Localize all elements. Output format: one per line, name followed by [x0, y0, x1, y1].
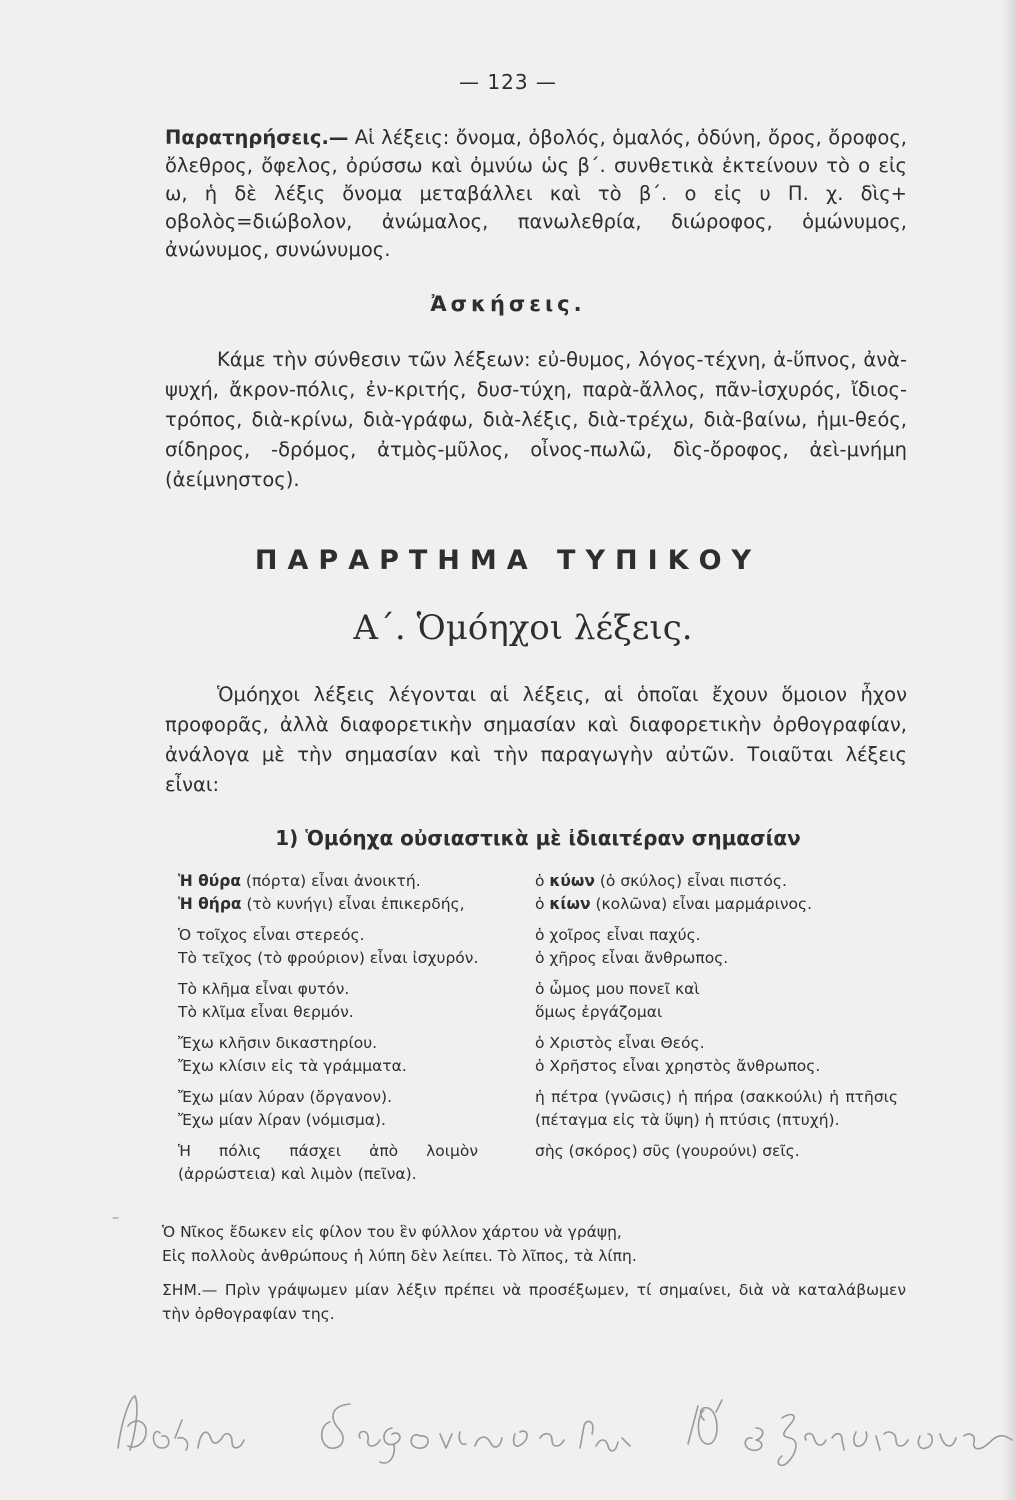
pair-line: Τὸ τεῖχος (τὸ φρούριον) εἶναι ἰσχυρόν.: [178, 949, 479, 967]
pair-line: ἡ πέτρα (γνῶσις) ἡ πήρα (σακκούλι) ἡ πτῆσις (πέταγμα εἰς τὰ ὕψη) ἡ πτύσις (πτυχή).: [535, 1088, 898, 1129]
pair-left-2: [178, 924, 535, 970]
pair-right-6: [535, 1140, 898, 1186]
pair-text: (ὁ σκύλος) εἶναι πιστός.: [594, 872, 787, 890]
pair-left-6: [178, 1140, 535, 1186]
pair-right-1: [535, 870, 898, 916]
homophone-pairs: [178, 870, 898, 1186]
pair-left-1: [178, 870, 535, 916]
closing-line-2: Εἰς πολλοὺς ἀνθρώπους ἡ λύπη δὲν λείπει. Τὸ λῖπος, τὰ λίπη.: [162, 1247, 637, 1265]
pair-line: Ἔχω κλίσιν εἰς τὰ γράμματα.: [178, 1057, 407, 1075]
pair-line: ὁ ὦμος μου πονεῖ καὶ: [535, 980, 700, 998]
pair-right-5: [535, 1086, 898, 1132]
observations-paragraph: [165, 124, 907, 264]
closing-line-1: Ὁ Νῖκος ἔδωκεν εἰς φίλον του ἓν φύλλον χάρτου νὰ γράψῃ,: [162, 1223, 622, 1241]
pair-text: ὁ: [535, 895, 550, 913]
exercises-paragraph: Κάμε τὴν σύνθεσιν τῶν λέξεων: εὐ-θυμος, λόγος-τέχνη, ἀ-ὕπνος, ἀνὰ-ψυχή, ἄκρον-πόλις, ἐν-κριτής, δυσ-τύχη, παρὰ-ἄλλος, πᾶν-ἰσχυρός, ἴδιος-τρόπος, διὰ-κρίνω, διὰ-γράφω, διὰ-λέξις, διὰ-τρέχω, διὰ-βαίνω, ἡμι-θεός, σίδηρος, -δρόμος, ἀτμὸς-μῦλος, οἶνος-πωλῶ, δὶς-ὄροφος, ἀεὶ-μνήμη (ἀείμνηστος).: [165, 348, 907, 491]
page-edge: [1002, 0, 1016, 1500]
appendix-title: ΠΑΡΑΡΤΗΜΑ ΤΥΠΙΚΟΥ: [254, 545, 762, 576]
pair-line: [535, 893, 898, 916]
pair-text: (τὸ κυνήγι) εἶναι ἐπικερδής,: [241, 895, 465, 913]
handwritten-annotation: [0, 1378, 1016, 1478]
pair-line: Τὸ κλῆμα εἶναι φυτόν.: [178, 980, 350, 998]
pair-keyword: Ἡ θύρα: [178, 872, 241, 890]
intro-paragraph: Ὁμόηχοι λέξεις λέγονται αἱ λέξεις, αἱ ὁποῖαι ἔχουν ὅμοιον ἦχον προφορᾶς, ἀλλὰ διαφορετικὴν σημασίαν καὶ διαφορετικὴν ὀρθογραφίαν, ἀνάλογα μὲ τὴν σημασίαν καὶ τὴν παραγωγὴν αὐτῶν. Τοιαῦται λέξεις εἶναι:: [165, 683, 907, 796]
pair-left-5: [178, 1086, 535, 1132]
pair-right-2: [535, 924, 898, 970]
pair-right-4: [535, 1032, 898, 1078]
exercises-heading: Ἀσκήσεις.: [430, 292, 586, 316]
pair-line: Ἔχω μίαν λύραν (ὄργανον).: [178, 1088, 393, 1106]
pair-line: ὅμως ἐργάζομαι: [535, 1003, 663, 1021]
pair-line: [535, 870, 898, 893]
pair-line: Ἡ πόλις πάσχει ἀπὸ λοιμὸν (ἀρρώστεια) καὶ λιμὸν (πεῖνα).: [178, 1142, 478, 1183]
pair-keyword: κύων: [549, 872, 595, 890]
margin-dash: –: [112, 1210, 119, 1226]
handwriting-scribble: [0, 1378, 1016, 1478]
subsection-title: 1) Ὁμόηχα οὐσιαστικὰ μὲ ἰδιαιτέραν σημασίαν: [275, 826, 801, 850]
pair-keyword: Ἡ θήρα: [178, 895, 242, 913]
pair-line: Ἔχω μίαν λίραν (νόμισμα).: [178, 1111, 386, 1129]
closing-note: ΣΗΜ.— Πρὶν γράψωμεν μίαν λέξιν πρέπει νὰ προσέξωμεν, τί σημαίνει, διὰ νὰ καταλάβωμεν τὴν ὀρθογραφίαν της.: [162, 1281, 906, 1323]
section-title: Α΄. Ὁμόηχοι λέξεις.: [353, 608, 693, 648]
pair-line: Ἔχω κλῆσιν δικαστηρίου.: [178, 1034, 378, 1052]
observations-text: Αἱ λέξεις: ὄνομα, ὀβολός, ὁμαλός, ὀδύνη, ὄρος, ὄροφος, ὄλεθρος, ὄφελος, ὀρύσσω καὶ ὀμνύω ὡς β΄. συνθετικὰ ἐκτείνουν τὸ ο εἰς ω, ἡ δὲ λέξις ὄνομα μεταβάλλει καὶ τὸ β΄. ο εἰς υ Π. χ. δὶς+ οβολὸς=διώβολον, ἀνώμαλος, πανωλεθρία, διώροφος, ὁμώνυμος, ἀνώνυμος, συνώνυμος.: [165, 126, 907, 261]
pair-line: [178, 893, 535, 916]
pair-line: [178, 870, 535, 893]
pair-text: (πόρτα) εἶναι ἀνοικτή.: [241, 872, 421, 890]
pair-line: ὁ Χρῆστος εἶναι χρηστὸς ἄνθρωπος.: [535, 1057, 821, 1075]
handwriting-transcription: [0, 1378, 1, 1379]
pair-line: σὴς (σκόρος) σῦς (γουρούνι) σεῖς.: [535, 1142, 800, 1160]
page-number: — 123 —: [459, 70, 557, 94]
pair-text: ὁ: [535, 872, 550, 890]
pair-line: ὁ Χριστὸς εἶναι Θεός.: [535, 1034, 705, 1052]
pair-text: (κολῶνα) εἶναι μαρμάρινος.: [590, 895, 813, 913]
pair-left-4: [178, 1032, 535, 1078]
pair-line: ὁ χῆρος εἶναι ἄνθρωπος.: [535, 949, 729, 967]
observations-label: Παρατηρήσεις.—: [165, 126, 349, 149]
pair-line: Ὁ τοῖχος εἶναι στερεός.: [178, 926, 365, 944]
closing-block: [162, 1220, 906, 1326]
pair-right-3: [535, 978, 898, 1024]
pair-keyword: κίων: [549, 895, 591, 913]
pair-line: ὁ χοῖρος εἶναι παχύς.: [535, 926, 701, 944]
pair-left-3: [178, 978, 535, 1024]
pair-line: Τὸ κλῖμα εἶναι θερμόν.: [178, 1003, 354, 1021]
